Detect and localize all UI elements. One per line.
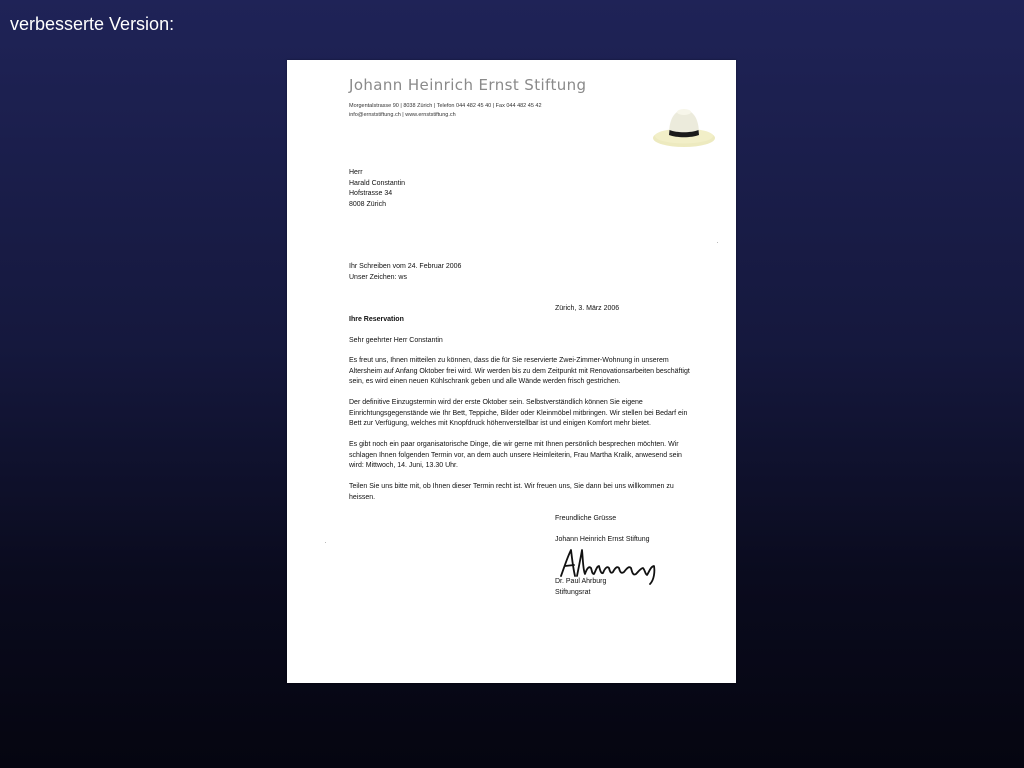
recipient-city: 8008 Zürich [349, 200, 386, 208]
letter-date: Zürich, 3. März 2006 [555, 305, 620, 312]
body-paragraph-2: Der definitive Einzugstermin wird der erste Oktober sein. Selbstverständlich können Sie eigene Einrichtungsgegenstände wie Ihr Bett, Teppiche, Bilder oder Kleinmöbel mitbringen. Wir stellen bei Bedarf ein Bett zur Verfügung, welches mit Knopfdruck höhenverstellbar ist und einigen Komfort mehr bietet. [349, 399, 688, 427]
recipient-address [349, 168, 405, 210]
recipient-salutation: Herr [349, 169, 363, 176]
signer-block [555, 577, 606, 598]
closing-organization: Johann Heinrich Ernst Stiftung [555, 536, 650, 543]
recipient-name: Harald Constantin [349, 179, 406, 187]
closing-greeting: Freundliche Grüsse [555, 515, 617, 522]
letter-page [287, 60, 736, 683]
signer-title: Stiftungsrat [555, 588, 591, 596]
letterhead-address: Morgentalstrasse 90 | 8038 Zürich | Telefon 044 482 45 40 | Fax 044 482 45 42 [349, 103, 542, 109]
letterhead-name: Johann Heinrich Ernst Stiftung [349, 76, 587, 94]
hat-icon [651, 100, 717, 150]
body-paragraph-3: Es gibt noch ein paar organisatorische Dinge, die wir gerne mit Ihnen persönlich besprechen möchten. Wir schlagen Ihnen folgenden Termin vor, an dem auch unsere Heimleiterin, Frau Martha Kralik, anwesend sein wird: Mittwoch, 14. Juni, 13.30 Uhr. [349, 441, 682, 469]
recipient-street: Hofstrasse 34 [349, 190, 393, 197]
body-paragraph-1: Es freut uns, Ihnen mitteilen zu können, dass die für Sie reservierte Zwei-Zimmer-Wohnung in unserem Altersheim auf Anfang Oktober frei wird. Wir werden bis zu dem Zeitpunkt mit Renovationsarbeiten beschäftigt sein, es wird einen neuen Kühlschrank geben und alle Wände werden frisch gestrichen. [349, 357, 690, 385]
scan-speck [717, 242, 718, 243]
scan-speck [325, 542, 326, 543]
letter-subject: Ihre Reservation [349, 316, 404, 323]
letterhead-web: info@ernststiftung.ch | www.ernststiftung.ch [349, 112, 456, 118]
reference-line-2: Unser Zeichen: ws [349, 273, 407, 281]
reference-line-1: Ihr Schreiben vom 24. Februar 2006 [349, 263, 462, 270]
letter-greeting: Sehr geehrter Herr Constantin [349, 337, 443, 344]
body-paragraph-4: Teilen Sie uns bitte mit, ob Ihnen dieser Termin recht ist. Wir freuen uns, Sie dann bei uns willkommen zu heissen. [349, 483, 674, 501]
reference-block [349, 262, 461, 283]
signer-name: Dr. Paul Ahrburg [555, 578, 607, 585]
slide-title: verbesserte Version: [10, 14, 175, 34]
